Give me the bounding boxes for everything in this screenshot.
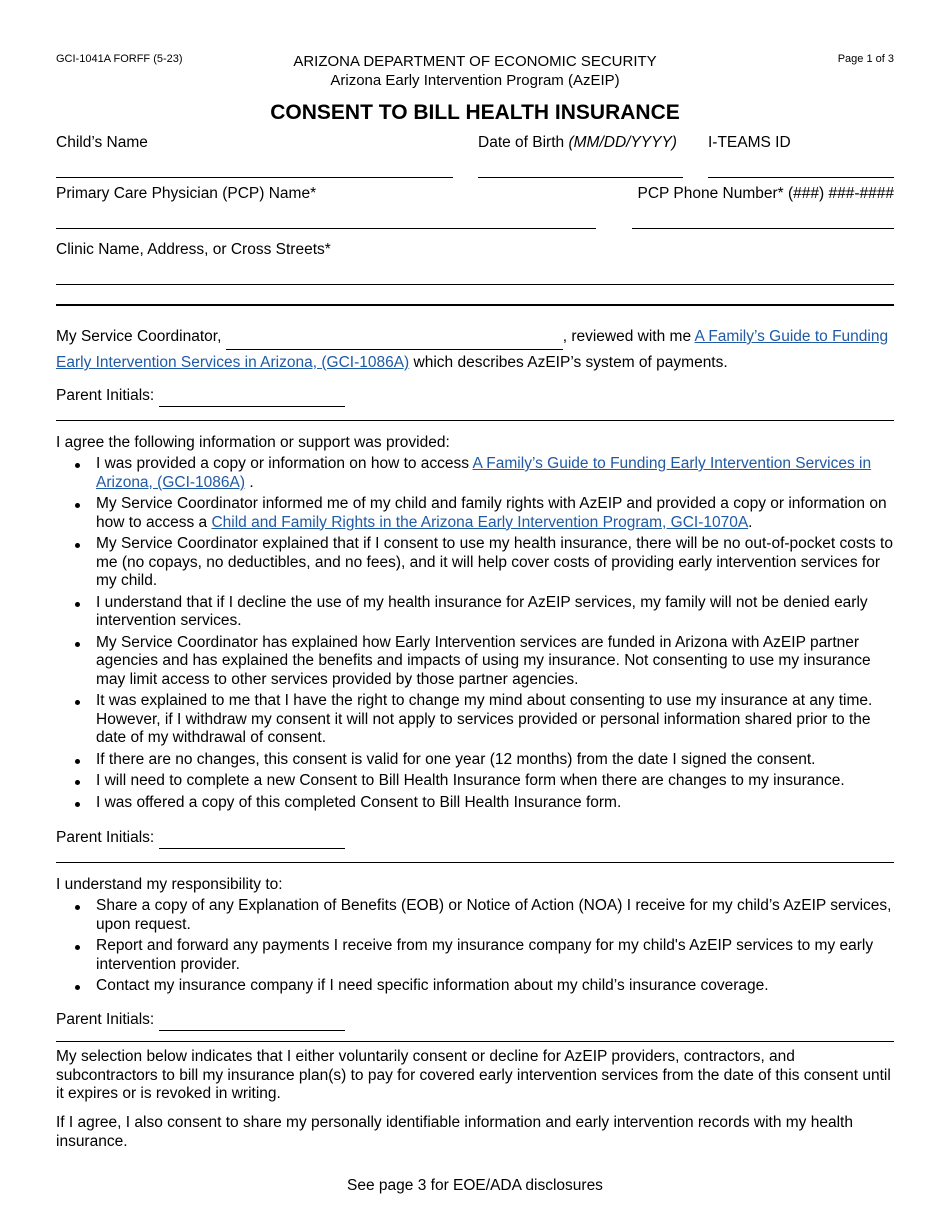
section-divider xyxy=(56,304,894,306)
clinic-label: Clinic Name, Address, or Cross Streets* xyxy=(56,241,331,258)
list-item xyxy=(56,455,896,492)
item-text: Contact my insurance company if I need specific information about my child’s insurance coverage. xyxy=(96,977,769,994)
dob-format: (MM/DD/YYYY) xyxy=(568,134,677,151)
coordinator-name-field[interactable] xyxy=(226,324,563,350)
item-text: I understand that if I decline the use of my health insurance for AzEIP services, my family will not be denied early intervention services. xyxy=(96,593,868,629)
item-text: I was offered a copy of this completed Consent to Bill Health Insurance form. xyxy=(96,793,622,811)
page-number: Page 1 of 3 xyxy=(837,53,894,65)
pcp-phone-field[interactable] xyxy=(632,228,894,229)
family-guide-link[interactable]: A Family’s Guide to Funding Early Intervention Services in Arizona, (GCI-1086A) xyxy=(56,328,889,371)
list-item xyxy=(56,692,896,748)
item-text: Report and forward any payments I receive from my insurance company for my child's AzEIP services to my early intervention provider. xyxy=(96,937,874,973)
bullet-icon xyxy=(75,700,80,705)
parent-initials-label: Parent Initials: xyxy=(56,829,159,846)
bullet-icon xyxy=(75,602,80,607)
list-item xyxy=(56,535,896,591)
item-text: My Service Coordinator has explained how Early Intervention services are funded in Arizona with AzEIP partner agencies and has explained the benefits and impacts of using my insurance. Not consenting to use my insurance may limit access to other services provided by those partner agencies. xyxy=(96,633,871,688)
pcp-name-field[interactable] xyxy=(56,228,596,229)
section1-list xyxy=(56,455,896,815)
item-text: If there are no changes, this consent is valid for one year (12 months) from the date I signed the consent. xyxy=(96,750,816,768)
rights-link[interactable]: Child and Family Rights in the Arizona Early Intervention Program, GCI-1070A xyxy=(211,513,749,531)
dob-label xyxy=(478,134,677,152)
bullet-icon xyxy=(75,503,80,508)
form-number: GCI-1041A FORFF (5-23) xyxy=(56,53,183,65)
parent-initials-1 xyxy=(56,387,345,407)
agency-name: ARIZONA DEPARTMENT OF ECONOMIC SECURITY xyxy=(293,53,657,70)
parent-initials-field[interactable] xyxy=(159,387,345,407)
coordinator-prefix: My Service Coordinator, xyxy=(56,328,226,345)
section-divider xyxy=(56,420,894,421)
item-text: . xyxy=(245,473,254,491)
child-name-label: Child’s Name xyxy=(56,134,148,151)
coordinator-suffix: which describes AzEIP’s system of payments. xyxy=(409,354,728,371)
bullet-icon xyxy=(75,802,80,807)
bullet-icon xyxy=(75,780,80,785)
dob-label-text: Date of Birth xyxy=(478,134,569,151)
coordinator-statement xyxy=(56,324,896,375)
iteams-field[interactable] xyxy=(708,177,894,178)
bullet-icon xyxy=(75,985,80,990)
item-text: I was provided a copy or information on how to access xyxy=(96,455,473,472)
parent-initials-label: Parent Initials: xyxy=(56,1011,159,1028)
parent-initials-3 xyxy=(56,1011,345,1031)
family-guide-link[interactable]: A Family’s Guide to Funding Early Intervention Services in Arizona, (GCI-1086A) xyxy=(96,455,872,491)
parent-initials-field[interactable] xyxy=(159,829,345,849)
coordinator-mid: , reviewed with me xyxy=(562,328,695,345)
item-text: . xyxy=(748,513,753,531)
pcp-phone-label: PCP Phone Number* (###) ###-#### xyxy=(637,185,894,202)
list-item xyxy=(56,495,896,532)
item-text: I will need to complete a new Consent to Bill Health Insurance form when there are changes to my insurance. xyxy=(96,772,845,789)
section2-intro: I understand my responsibility to: xyxy=(56,876,283,893)
item-text: It was explained to me that I have the right to change my mind about consenting to use my insurance at any time. However, if I withdraw my consent it will not apply to services provided or personal information shared prior to the date of my withdrawal of consent. xyxy=(96,692,873,746)
list-item xyxy=(56,634,896,690)
parent-initials-label: Parent Initials: xyxy=(56,387,159,404)
list-item xyxy=(56,594,896,631)
dob-field[interactable] xyxy=(478,177,683,178)
bullet-icon xyxy=(75,642,80,647)
section-divider xyxy=(56,1041,894,1042)
program-name: Arizona Early Intervention Program (AzEIP) xyxy=(330,72,620,89)
bullet-icon xyxy=(75,759,80,764)
pcp-name-label: Primary Care Physician (PCP) Name* xyxy=(56,185,317,202)
bullet-icon xyxy=(75,543,80,548)
consent-paragraph-2: If I agree, I also consent to share my personally identifiable information and early intervention records with my health insurance. xyxy=(56,1114,853,1150)
form-title: CONSENT TO BILL HEALTH INSURANCE xyxy=(270,101,680,124)
consent-paragraph-1: My selection below indicates that I either voluntarily consent or decline for AzEIP providers, contractors, and subcontractors to bill my insurance plan(s) to pay for covered early intervention services from the date of this consent until it expires or is revoked in writing. xyxy=(56,1048,891,1102)
iteams-label: I-TEAMS ID xyxy=(708,134,791,151)
list-item xyxy=(56,897,896,934)
footer-note: See page 3 for EOE/ADA disclosures xyxy=(347,1177,603,1194)
list-item xyxy=(56,937,896,974)
list-item xyxy=(56,751,896,770)
bullet-icon xyxy=(75,905,80,910)
child-name-field[interactable] xyxy=(56,177,453,178)
item-text: Share a copy of any Explanation of Benefits (EOB) or Notice of Action (NOA) I receive for my child’s AzEIP services, upon request. xyxy=(96,897,892,933)
section2-list xyxy=(56,897,896,999)
section1-intro: I agree the following information or support was provided: xyxy=(56,434,450,451)
list-item xyxy=(56,794,896,813)
parent-initials-2 xyxy=(56,829,345,849)
bullet-icon xyxy=(75,945,80,950)
parent-initials-field[interactable] xyxy=(159,1011,345,1031)
section-divider xyxy=(56,862,894,863)
list-item xyxy=(56,977,896,996)
item-text: My Service Coordinator informed me of my child and family rights with AzEIP and provided a copy or information on how to access a xyxy=(96,495,887,531)
list-item xyxy=(56,772,896,791)
bullet-icon xyxy=(75,463,80,468)
item-text: My Service Coordinator explained that if I consent to use my health insurance, there will be no out-of-pocket costs to me (no copays, no deductibles, and no fees), and it will help cover costs of providing early intervention services for my child. xyxy=(96,535,893,589)
clinic-field[interactable] xyxy=(56,284,894,285)
